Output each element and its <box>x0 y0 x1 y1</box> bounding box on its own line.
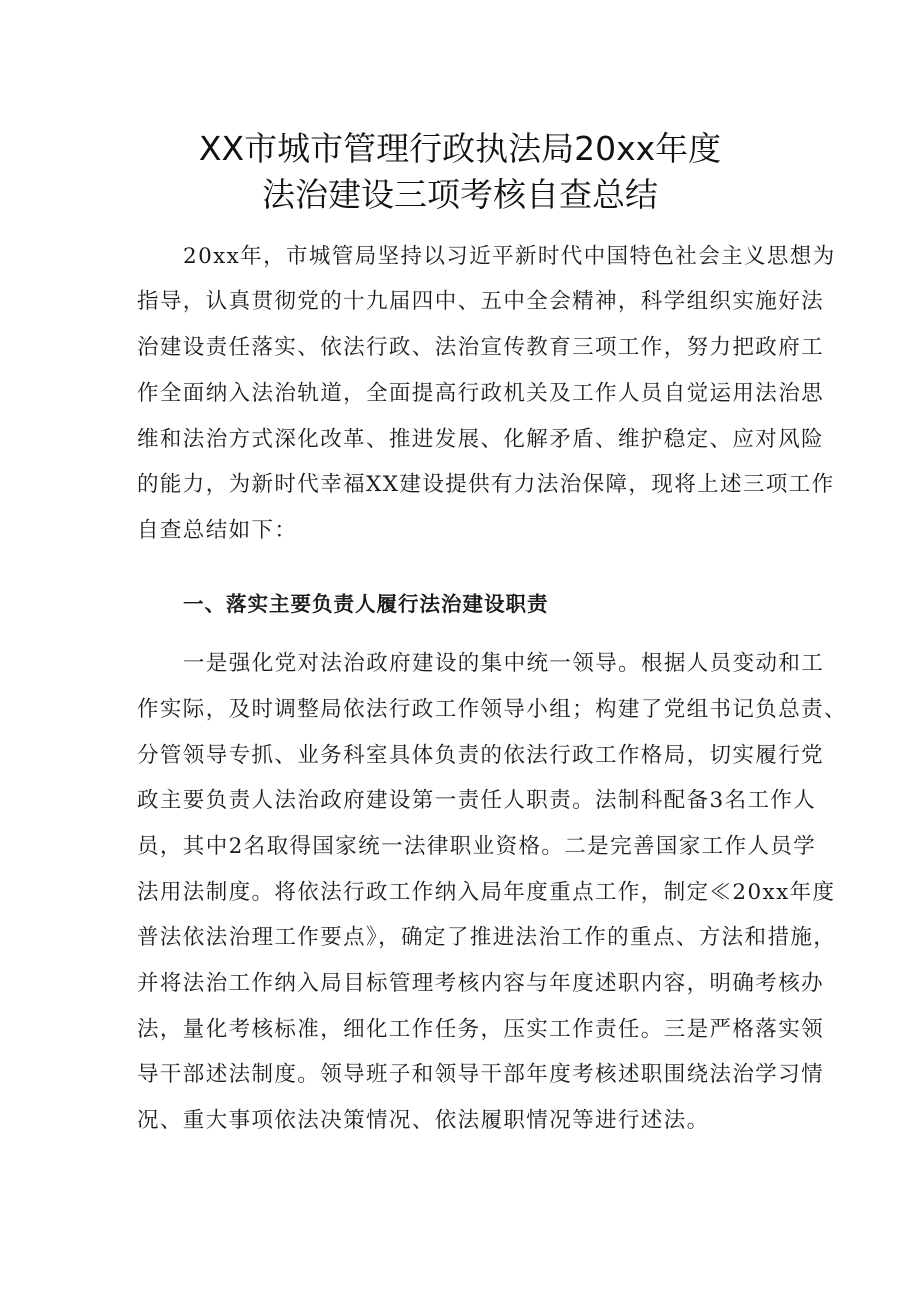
intro-paragraph-line: 20xx年，市城管局坚持以习近平新时代中国特色社会主义思想为 <box>183 244 836 269</box>
section-paragraph-line: 员，其中2名取得国家统一法律职业资格。二是完善国家工作人员学 <box>137 834 817 859</box>
section-paragraph-line: 政主要负责人法治政府建设第一责任人职责。法制科配备3名工作人 <box>137 788 817 813</box>
intro-paragraph-line: 自查总结如下： <box>137 518 298 543</box>
document-title-line-2: 法治建设三项考核自查总结 <box>262 175 658 214</box>
section-paragraph-line: 况、重大事项依法决策情况、依法履职情况等进行述法。 <box>137 1108 710 1133</box>
section-paragraph-line: 导干部述法制度。领导班子和领导干部年度考核述职围绕法治学习情 <box>137 1062 825 1087</box>
section-paragraph-line: 并将法治工作纳入局目标管理考核内容与年度述职内容，明确考核办 <box>137 971 825 996</box>
intro-paragraph-line: 作全面纳入法治轨道，全面提高行政机关及工作人员自觉运用法治思 <box>137 381 825 406</box>
section-paragraph-line: 法用法制度。将依法行政工作纳入局年度重点工作，制定≪20xx年度 <box>137 880 836 905</box>
section-paragraph-line: 普法依法治理工作要点》，确定了推进法治工作的重点、方法和措施， <box>137 925 837 950</box>
intro-paragraph-line: 的能力，为新时代幸福XX建设提供有力法治保障，现将上述三项工作 <box>137 472 835 497</box>
section-paragraph-line: 一是强化党对法治政府建设的集中统一领导。根据人员变动和工 <box>183 651 825 676</box>
intro-paragraph-line: 维和法治方式深化改革、推进发展、化解矛盾、维护稳定、应对风险 <box>137 427 825 452</box>
document-title-line-1: XX市城市管理行政执法局20xx年度 <box>198 129 722 168</box>
section-heading: 一、落实主要负责人履行法治建设职责 <box>183 592 549 616</box>
intro-paragraph-line: 治建设责任落实、依法行政、法治宣传教育三项工作，努力把政府工 <box>137 335 825 360</box>
section-paragraph-line: 法，量化考核标准，细化工作任务，压实工作责任。三是严格落实领 <box>137 1017 825 1042</box>
section-paragraph-line: 分管领导专抓、业务科室具体负责的依法行政工作格局，切实履行党 <box>137 743 825 768</box>
intro-paragraph-line: 指导，认真贯彻党的十九届四中、五中全会精神，科学组织实施好法 <box>137 289 825 314</box>
section-paragraph-line: 作实际，及时调整局依法行政工作领导小组；构建了党组书记负总责、 <box>137 697 847 722</box>
